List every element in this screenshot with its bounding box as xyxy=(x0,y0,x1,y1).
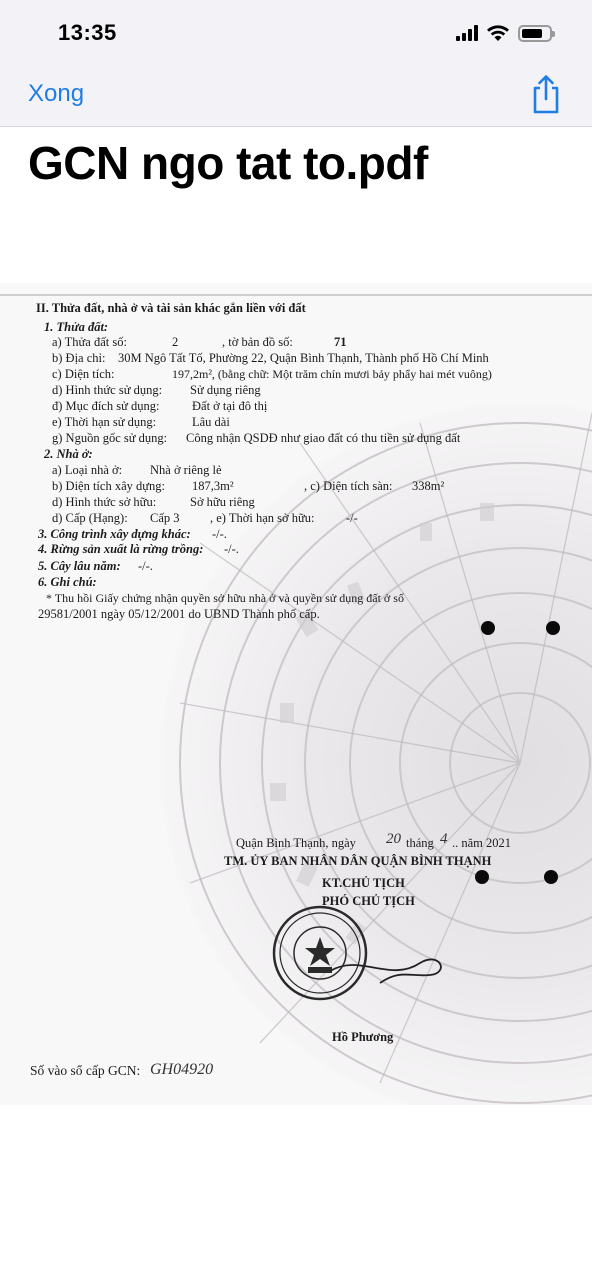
area-value: 197,2m², (bằng chữ: Một trăm chín mươi bảy phẩy hai mét vuông) xyxy=(172,367,492,381)
item3-label: 3. Công trình xây dựng khác: xyxy=(38,527,191,541)
area-label: c) Diện tích: xyxy=(52,367,115,381)
status-icons xyxy=(456,24,552,42)
section-heading: II. Thửa đất, nhà ở và tài sản khác gắn liền với đất xyxy=(36,301,306,315)
land-heading: 1. Thửa đất: xyxy=(44,320,109,334)
grade-value: Cấp 3 xyxy=(150,511,180,525)
note-line-1: * Thu hồi Giấy chứng nhận quyền sở hữu nhà ở và quyền sử dụng đất ở số xyxy=(46,591,404,605)
document-content xyxy=(0,283,592,1105)
item3-value: -/-. xyxy=(212,527,227,541)
cellular-signal-icon xyxy=(456,25,478,41)
viewer-background xyxy=(0,1105,592,1280)
punch-hole xyxy=(481,621,495,635)
punch-hole xyxy=(475,870,489,884)
house-heading: 2. Nhà ở: xyxy=(44,447,93,461)
use-form-label: d) Hình thức sử dụng: xyxy=(52,383,163,397)
item5-label: 5. Cây lâu năm: xyxy=(38,559,121,573)
map-sheet-label: , tờ bản đồ số: xyxy=(222,335,293,349)
item4-label: 4. Rừng sản xuất là rừng trồng: xyxy=(38,542,204,556)
punch-hole xyxy=(546,621,560,635)
date-month: 4 xyxy=(440,831,448,847)
signer-name: Hồ Phương xyxy=(332,1030,394,1044)
ownership-label: d) Hình thức sở hữu: xyxy=(52,495,157,509)
purpose-label: đ) Mục đích sử dụng: xyxy=(52,399,160,413)
ownership-value: Sở hữu riêng xyxy=(190,495,255,509)
share-icon[interactable] xyxy=(528,72,564,116)
date-month-label: tháng xyxy=(406,836,434,850)
owner-term-value: -/- xyxy=(346,511,358,525)
parcel-label: a) Thửa đất số: xyxy=(52,335,127,349)
date-prefix: Quận Bình Thạnh, ngày xyxy=(236,836,356,850)
use-form-value: Sử dụng riêng xyxy=(190,383,261,397)
file-title: GCN ngo tat to.pdf xyxy=(28,137,428,189)
item4-value: -/-. xyxy=(224,542,239,556)
status-bar xyxy=(0,0,592,64)
address-value: 30M Ngô Tất Tố, Phường 22, Quận Bình Thạnh, Thành phố Hồ Chí Minh xyxy=(118,351,489,365)
item5-value: -/-. xyxy=(138,559,153,573)
item6-label: 6. Ghi chú: xyxy=(38,575,97,589)
done-button[interactable]: Xong xyxy=(28,80,85,107)
origin-label: g) Nguồn gốc sử dụng: xyxy=(52,431,168,445)
term-label: e) Thời hạn sử dụng: xyxy=(52,415,157,429)
navigation-bar xyxy=(0,64,592,127)
house-type-label: a) Loại nhà ở: xyxy=(52,463,123,477)
punch-hole xyxy=(544,870,558,884)
wifi-icon xyxy=(486,24,510,42)
map-sheet-value: 71 xyxy=(334,335,347,349)
floor-area-value: 338m² xyxy=(412,479,445,493)
grade-label: d) Cấp (Hạng): xyxy=(52,511,128,525)
cert-no-value: GH04920 xyxy=(150,1061,214,1078)
battery-icon xyxy=(518,25,552,42)
note-line-2: 29581/2001 ngày 05/12/2001 do UBND Thành phố cấp. xyxy=(38,607,320,621)
built-area-value: 187,3m² xyxy=(192,479,234,493)
address-label: b) Địa chỉ: xyxy=(52,351,106,365)
cert-no-label: Số vào sổ cấp GCN: xyxy=(30,1063,141,1078)
kt-label: KT.CHỦ TỊCH xyxy=(322,876,405,890)
authority-title: TM. ỦY BAN NHÂN DÂN QUẬN BÌNH THẠNH xyxy=(224,854,492,868)
vice-chair-label: PHÓ CHỦ TỊCH xyxy=(322,894,415,908)
purpose-value: Đất ở tại đô thị xyxy=(192,399,268,413)
term-value: Lâu dài xyxy=(192,415,230,429)
built-area-label: b) Diện tích xây dựng: xyxy=(52,479,166,493)
parcel-value: 2 xyxy=(172,335,179,349)
owner-term-label: , e) Thời hạn sở hữu: xyxy=(210,511,315,525)
origin-value: Công nhận QSDĐ như giao đất có thu tiền sử dụng đất xyxy=(186,431,461,445)
pdf-page[interactable] xyxy=(0,283,592,1105)
floor-area-label: , c) Diện tích sàn: xyxy=(304,479,393,493)
date-day: 20 xyxy=(386,831,401,847)
status-time: 13:35 xyxy=(58,20,117,45)
house-type-value: Nhà ở riêng lẻ xyxy=(150,463,222,477)
date-year: .. năm 2021 xyxy=(452,836,512,850)
